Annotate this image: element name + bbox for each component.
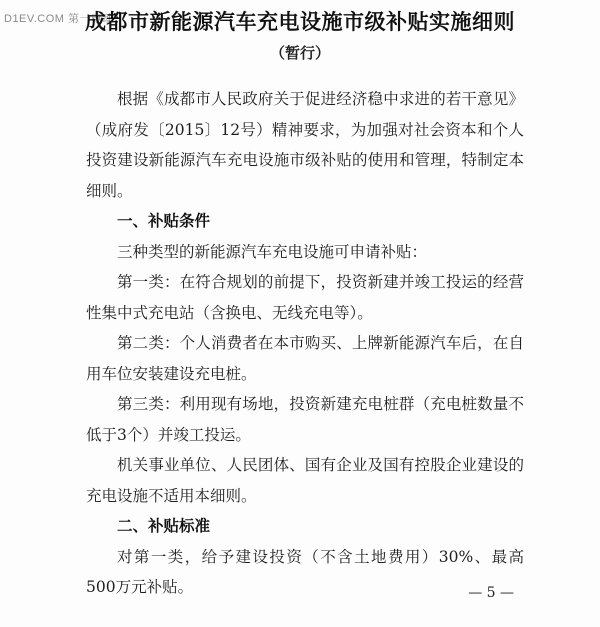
paragraph: 第二类：个人消费者在本市购买、上牌新能源汽车后，在自用车位安装建设充电桩。 <box>86 334 524 383</box>
section-heading-standards: 二、补贴标准 <box>117 517 211 535</box>
document-subtitle: （暂行） <box>269 44 330 62</box>
document-body <box>86 84 524 603</box>
section-heading-conditions: 一、补贴条件 <box>117 212 211 230</box>
intro-paragraph: 根据《成都市人民政府关于促进经济稳中求进的若干意见》（成府发〔2015〕12号）精神要求，为加强对社会资本和个人投资建设新能源汽车充电设施市级补贴的使用和管理，特制定本细则。 <box>86 90 524 200</box>
watermark: D1EV.COM 第一电动 <box>4 13 115 25</box>
paragraph: 对第一类，给予建设投资（不含土地费用）30%、最高 500万元补贴。 <box>86 547 524 596</box>
paragraph: 第一类：在符合规划的前提下，投资新建并竣工投运的经营性集中式充电站（含换电、无线充电等）。 <box>86 273 524 322</box>
page-number: — 5 — <box>468 585 514 601</box>
paragraph: 第三类：利用现有场地，投资新建充电桩群（充电桩数量不低于3个）并竣工投运。 <box>86 395 524 444</box>
document-title: 成都市新能源汽车充电设施市级补贴实施细则 <box>85 10 515 34</box>
paragraph: 三种类型的新能源汽车充电设施可申请补贴： <box>117 242 428 261</box>
paragraph: 机关事业单位、人民团体、国有企业及国有控股企业建设的充电设施不适用本细则。 <box>86 456 524 505</box>
